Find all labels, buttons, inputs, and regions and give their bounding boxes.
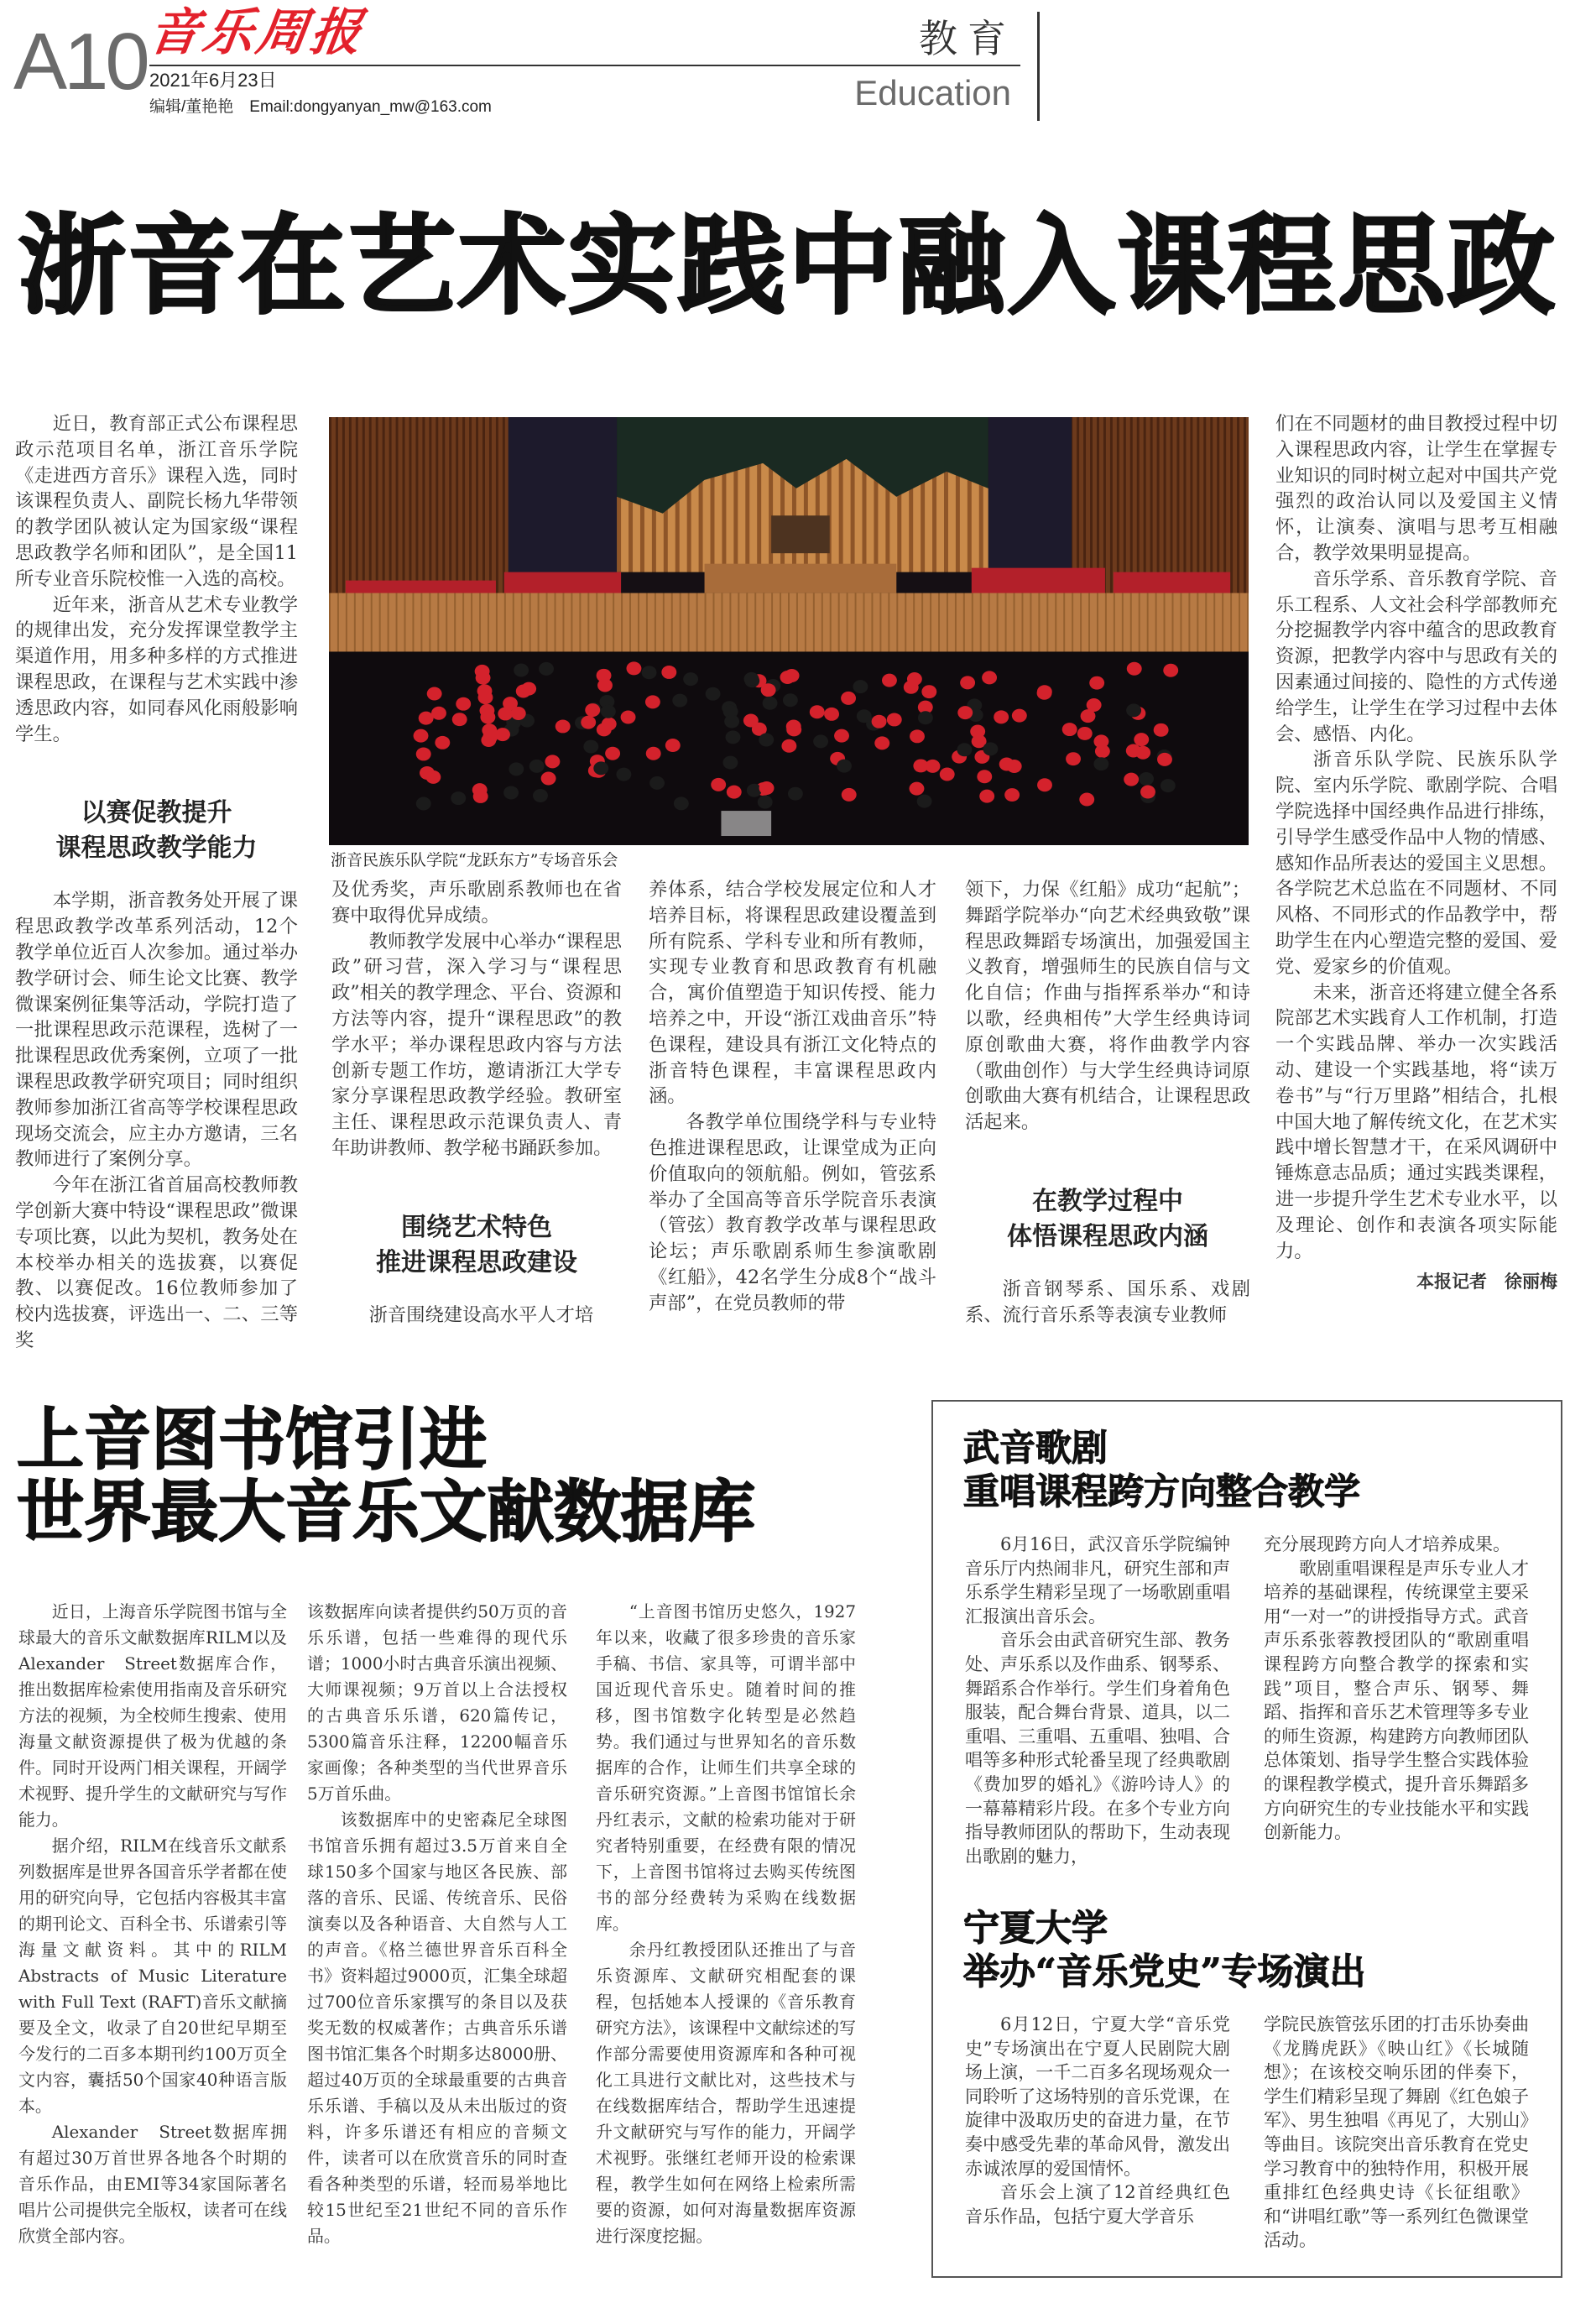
header-rule <box>149 65 1020 66</box>
musician <box>419 712 434 725</box>
musician <box>917 795 932 808</box>
paragraph: 领下，力保《红船》成功“起航”；舞蹈学院举办“向艺术经典致敬”课程思政舞蹈专场演出，加强爱国主义教育，增强师生的民族自信与文化自信；作曲与指挥系举办“和诗以歌，经典相传”大学生经典诗词原创歌曲大赛，将作曲教学内容（歌曲创作）与大学生经典诗词原创歌曲大赛有机结合，让课程思政活起来。 <box>965 879 1250 1134</box>
musician <box>583 740 598 754</box>
paragraph: 浙音围绕建设高水平人才培 <box>368 1303 594 1326</box>
musician <box>495 728 510 741</box>
musician <box>788 787 803 801</box>
musician <box>427 687 442 701</box>
musician <box>1139 772 1154 786</box>
musician <box>824 708 839 721</box>
editor-credit: 编辑/董艳艳 Email:dongyanyan_mw@163.com <box>149 98 492 116</box>
musician <box>529 760 545 773</box>
musician <box>521 682 536 696</box>
musician <box>585 703 600 717</box>
concert-photo <box>329 417 1249 845</box>
article1-column-5 <box>1275 411 1557 1295</box>
musician <box>642 666 657 679</box>
paragraph: 音乐会由武音研究生部、教务处、声乐系以及作曲系、钢琴系、舞蹈系合作举行。学生们身着角色服装，配合舞台背景、道具，以二重唱、三重唱、五重唱、独唱、合唱等多种形式轮番呈现了经典歌剧《费加罗的婚礼》《游吟诗人》的一幕幕精彩片段。在多个专业方向指导教师团队的帮助下，生动表现出歌剧的魅力， <box>965 1630 1230 1867</box>
musician <box>661 666 676 679</box>
paragraph: 教师教学发展中心举办“课程思政”研习营，深入学习与“课程思政”相关的教学理念、平台、资源和方法等内容，提升“课程思政”的教学水平；举办课程思政内容与方法创新专题工作坊，邀请浙江大学专家分享课程思政教学经验。教研室主任、课程思政示范课负责人、青年助讲教师、教学秘书踊跃参加。 <box>331 930 622 1159</box>
article4-column-1 <box>965 2013 1230 2228</box>
musician <box>783 693 798 707</box>
musician <box>605 747 620 760</box>
library-headline-line-1: 上音图书馆引进 <box>17 1400 487 1479</box>
musician <box>841 692 856 705</box>
ningxia-headline-line-1: 宁夏大学 <box>963 1908 1108 1950</box>
musician <box>727 786 742 799</box>
musician <box>1134 733 1149 746</box>
musician <box>722 756 738 770</box>
musician <box>646 747 661 760</box>
musician <box>781 739 796 753</box>
paragraph: 本学期，浙音教务处开展了课程思政教学改革系列活动，12个教学单位近百人次参加。通过举办教学研讨会、师生论文比赛、教学微课案例征集等活动，学院打造了一批课程思政示范课程，选树了一批课程思政优秀案例，立项了一批课程思政教学研究项目；同时组织教师参加浙江省高等学校课程思政现场交流会，应主办方邀请，三名教师进行了案例分享。 <box>15 890 298 1171</box>
musician <box>616 768 631 781</box>
musician <box>1126 703 1141 717</box>
paragraph: “上音图书馆历史悠久，1927年以来，收藏了很多珍贵的音乐家手稿、书信、家具等，可谓半部中国近现代音乐史。随着时间的推移，图书馆数字化转型是必然趋势。我们通过与世界知名的音乐数据库的合作，让师生们共享全球的音乐研究资源。”上音图书馆馆长余丹红表示，文献的检索功能对于研究者特别重要，在经费有限的情况下，上音图书馆将过去购买传统图书的部分经费转为采购在线数据库。 <box>596 1602 856 1934</box>
issue-date: 2021年6月23日 <box>149 70 277 91</box>
musician <box>743 714 759 728</box>
musician <box>1079 793 1094 807</box>
paragraph: 音乐学系、音乐教育学院、音乐工程系、人文社会科学部教师充分挖掘教学内容中蕴含的思政教育资源，把教学内容中与思政有关的因素通过间接的、隐性的方式传递给学生，让学生在学习过程中去体会、感悟、内化。 <box>1275 567 1557 745</box>
musician <box>724 715 739 729</box>
musician <box>683 672 698 686</box>
article2-column-3 <box>596 1599 856 2249</box>
musician <box>1093 757 1108 770</box>
article2-column-2 <box>307 1599 567 2249</box>
musician <box>451 791 466 805</box>
musician <box>982 671 997 684</box>
musician <box>711 778 726 791</box>
paragraph: 歌剧重唱课程是声乐专业人才培养的基础课程，传统课堂主要采用“一对一”的讲授指导方式。武音声乐系张蓉教授团队的“歌剧重唱课程跨方向整合教学的探索和实践”项目，整合声乐、钢琴、舞蹈、指挥和音乐艺术管理等多专业的师生资源，构建跨方向教师团队总体策划、指导学生整合实践体验的课程教学模式，提升音乐舞蹈多方向研究生的专业技能水平和实践创新能力。 <box>1264 1558 1529 1843</box>
subheading-line: 推进课程思政建设 <box>376 1247 577 1277</box>
paragraph: 余丹红教授团队还推出了与音乐资源库、文献研究相配套的课程，包括她本人授课的《音乐教育研究方法》，该课程中文献综述的写作部分需要使用资源库和各种可视化工具进行文献比对，这些技术与在线数据库结合，帮助学生迅速提升文献研究与写作的能力，开阔学术视野。张继红老师开设的检索课程，教学生如何在网络上检索所需要的资源，如何对海量数据库资源进行深度挖掘。 <box>596 1940 856 2246</box>
musician <box>1062 723 1077 736</box>
page-number: A10 <box>13 17 147 107</box>
musician <box>511 707 526 720</box>
paragraph: 6月16日，武汉音乐学院编钟音乐厅内热闹非凡，研究生部和声乐系学生精彩呈现了一场歌剧重唱汇报演出音乐会。 <box>965 1534 1230 1627</box>
musician <box>957 743 972 756</box>
library-headline-line-2: 世界最大音乐文献数据库 <box>17 1472 755 1551</box>
musician <box>597 679 613 692</box>
subheading-line: 以赛促教提升 <box>81 798 232 828</box>
subheading-line: 在教学过程中 <box>1032 1186 1183 1216</box>
musician <box>621 711 636 724</box>
musician <box>435 736 450 749</box>
musician <box>416 747 431 760</box>
musician <box>1012 709 1027 723</box>
section-title-cn: 教育 <box>919 16 1016 61</box>
musician <box>649 776 665 790</box>
paragraph: 浙音乐队学院、民族乐队学院、室内乐学院、歌剧学院、合唱学院选择中国经典作品进行排练，引导学生感受作品中人物的情感、感知作品所表达的爱国主义思想。各学院艺术总监在不同题材、不同风格、不同形式的作品教学中，帮助学生在内心塑造完整的爱国、爱党、爱家乡的价值观。 <box>1275 749 1557 978</box>
paragraph: 音乐会上演了12首经典红色音乐作品，包括宁夏大学音乐 <box>965 2182 1230 2227</box>
musician <box>837 760 852 773</box>
musician <box>539 662 554 676</box>
article3-column-1 <box>965 1533 1230 1868</box>
musician <box>910 729 925 743</box>
paragraph: 近日，上海音乐学院图书馆与全球最大的音乐文献数据库RILM以及Alexander Street数据库合作，推出数据库检索使用指南及音乐研究方法的视频，为全校师生搜索、使用海量文献资源提供了极为优越的条件。同时开设两门相关课程，开阔学术视野、提升学生的文献研究与写作能力。 <box>18 1602 287 1830</box>
article1-column-4 <box>965 877 1250 1329</box>
paragraph: 们在不同题材的曲目教授过程中切入课程思政内容，让学生在掌握专业知识的同时树立起对中国共产党强烈的政治认同以及爱国主义情怀，让演奏、演唱与思考互相融合，教学效果明显提高。 <box>1275 413 1557 564</box>
musician <box>452 713 467 726</box>
musician <box>1124 773 1139 786</box>
musician <box>456 697 471 711</box>
musician <box>979 790 994 803</box>
musician <box>473 790 488 803</box>
musician <box>872 715 887 729</box>
musician <box>913 759 928 772</box>
musician <box>904 681 919 694</box>
musician <box>763 697 778 710</box>
musician <box>910 782 925 796</box>
musician <box>416 797 431 811</box>
article3-column-2 <box>1264 1533 1529 1845</box>
musician <box>601 705 616 718</box>
musician <box>977 770 992 783</box>
paragraph: 及优秀奖，声乐歌剧系教师也在省赛中取得优异成绩。 <box>331 879 622 927</box>
article2-column-1 <box>18 1599 287 2249</box>
ningxia-headline-line-2: 举办“音乐党史”专场演出 <box>963 1951 1366 1993</box>
subheading-line: 体悟课程思政内涵 <box>1007 1221 1208 1251</box>
musician <box>431 707 446 720</box>
paragraph: 近年来，浙音从艺术专业教学的规律出发，充分发挥课堂教学主渠道作用，用多种多样的方式推进课程思政，在课程与艺术实践中渗透思政内容，如同春风化雨般影响学生。 <box>15 593 298 745</box>
musician <box>761 683 776 697</box>
musician <box>1081 709 1096 723</box>
article4-column-2 <box>1264 2013 1529 2253</box>
article1-column-2 <box>331 877 622 1329</box>
paragraph: 该数据库中的史密森尼全球图书馆音乐拥有超过3.5万首来自全球150多个国家与地区各民族、部落的音乐、民谣、传统音乐、民俗演奏以及各种语音、大自然与人工的声音。《格兰德世界音乐百科全书》资料超过9000页，汇集全球超过700位音乐家撰写的条目以及获奖无数的权威著作；古典音乐乐谱图书馆汇集各个时期多达8000册、超过40万页的全球最重要的古典音乐乐谱、手稿以及从未出版过的资料，许多乐谱还有相应的音频文件，读者可以在欣赏音乐的同时查看各种类型的乐谱，轻而易举地比较15世纪至21世纪不同的音乐作品。 <box>307 1810 567 2246</box>
musician <box>1140 786 1155 799</box>
paragraph: 今年在浙江省首届高校教师教学创新大赛中特设“课程思政”微课专项比赛，以此为契机，教务处在本校举办相关的选拔赛，以赛促教、以赛促改。16位教师参加了校内选拔赛，评选出一、二、三等奖 <box>15 1174 298 1351</box>
article1-column-1 <box>15 411 298 1354</box>
musician <box>1066 752 1081 765</box>
musician <box>810 705 825 718</box>
musician <box>957 706 973 719</box>
musician <box>882 674 897 687</box>
musician <box>758 796 773 809</box>
musician <box>1089 676 1104 690</box>
main-headline: 浙音在艺术实践中融入课程思政 <box>18 204 1558 329</box>
musician <box>921 685 936 698</box>
musician <box>672 694 687 708</box>
musician <box>514 664 529 677</box>
musician <box>509 762 524 776</box>
subheading <box>15 796 298 866</box>
musician <box>425 770 441 784</box>
musician <box>983 742 998 755</box>
musician <box>476 671 491 685</box>
musician <box>480 710 495 723</box>
musician <box>999 758 1015 771</box>
paragraph: 6月12日，宁夏大学“音乐党史”专场演出在宁夏人民剧院大剧场上演，一千二百多名现场观众一同聆听了这场特别的音乐党课，在旋律中汲取历史的奋进力量，在节奏中感受先辈的革命风骨，激发出赤诚浓厚的爱国情怀。 <box>965 2014 1230 2179</box>
musician <box>874 736 889 749</box>
musician <box>533 789 548 802</box>
musician <box>834 729 849 743</box>
subheading <box>331 1210 622 1281</box>
musician <box>1161 779 1176 792</box>
musician <box>1126 744 1141 758</box>
paragraph: 未来，浙音还将建立健全各系院部艺术实践育人工作机制，打造一个实践品牌、举办一次实践活动、建设一个实践基地，将“读万卷书”与“行万里路”相结合，扎根中国大地了解传统文化，在艺术实践中增长智慧才干，在采风调研中锤炼意志品质；通过实践类课程，进一步提升学生艺术专业水平，以及理论、创作和表演各项实际能力。 <box>1275 981 1557 1262</box>
musician <box>1004 788 1020 802</box>
musician <box>786 723 801 736</box>
photo-caption: 浙音民族乐队学院“龙跃东方”专场音乐会 <box>331 851 618 870</box>
subheading-line: 课程思政教学能力 <box>55 833 258 864</box>
musician <box>593 761 608 775</box>
section-title-en: Education <box>854 73 1011 112</box>
musician <box>645 695 660 708</box>
musician <box>706 687 721 701</box>
musician <box>759 733 774 746</box>
library-headline <box>17 1400 755 1551</box>
musician <box>1095 744 1110 758</box>
reporter-byline: 本报记者 徐丽梅 <box>1416 1272 1557 1293</box>
musician <box>674 796 689 810</box>
musician <box>857 709 872 723</box>
subheading-line: 围绕艺术特色 <box>401 1212 552 1242</box>
musician <box>780 671 795 684</box>
musician <box>759 781 775 795</box>
newspaper-logo: 音乐周报 <box>145 3 368 62</box>
musician <box>1154 723 1169 737</box>
musician <box>726 730 741 744</box>
musician <box>503 786 519 799</box>
musician <box>744 672 759 686</box>
paragraph: 据介绍，RILM在线音乐文献系列数据库是世界各国音乐学者都在使用的研究向导，它包括内容极其丰富的期刊论文、百科全书、乐谱索引等海量文献资料。其中的RILM Abstracts of Music Literature with Full Text (RAFT)音乐文献摘要及全文，收录了自20世纪早期至今发行的二百多本期刊约100万页全文内容，囊括50个国家40种语言版本。 <box>18 1836 287 2116</box>
musician <box>1157 753 1172 766</box>
musician <box>1037 778 1052 791</box>
paragraph: 学院民族管弦乐团的打击乐协奏曲《龙腾虎跃》《映山红》《长城随想》；在该校交响乐团的伴奏下，学生们精彩呈现了舞剧《红色娘子军》、男生独唱《再见了，大别山》等曲目。该院突出音乐教育在党史学习教育中的独特作用，积极开展重排红色经典史诗《长征组歌》和“讲唱红歌”等一系列红色微课堂活动。 <box>1264 2014 1529 2251</box>
paragraph: 各教学单位围绕学科与专业特色推进课程思政，让课堂成为正向价值取向的领航船。例如，管弦系举办了全国高等音乐学院音乐表演（管弦）教育教学改革与课程思政论坛；声乐歌剧系师生参演歌剧《红船》，42名学生分成8个“战斗声部”，在党员教师的带 <box>649 1111 936 1314</box>
musician <box>602 718 617 731</box>
musician <box>994 710 1009 723</box>
musician <box>414 729 429 743</box>
musician <box>918 711 933 724</box>
wuhan-headline-line-1: 武音歌剧 <box>963 1428 1108 1470</box>
musician <box>887 713 902 726</box>
paragraph: 该数据库向读者提供约50万页的音乐乐谱，包括一些难得的现代乐谱；1000小时古典音乐演出视频、大师课视频；9万首以上合法授权的古典音乐乐谱，620篇传记，5300篇音乐注释，12200幅音乐家画像；各种类型的当代世界音乐5万首乐曲。 <box>307 1602 567 1804</box>
musician <box>1163 664 1178 677</box>
musician <box>1127 662 1142 676</box>
subheading <box>965 1184 1250 1255</box>
ningxia-headline <box>963 1907 1365 1994</box>
article1-column-3 <box>649 877 936 1317</box>
wuhan-headline <box>963 1427 1360 1514</box>
paragraph: 养体系，结合学校发展定位和人才培养目标，将课程思政建设覆盖到所有院系、学科专业和所有教师，实现专业教育和思政教育有机融合，寓价值塑造于知识传授、能力培养之中，开设“浙江戏曲音乐”特色课程，建设具有浙江文化特点的浙音特色课程，丰富课程思政内涵。 <box>649 879 936 1108</box>
musician <box>482 730 498 744</box>
musician <box>747 784 762 797</box>
musician <box>478 691 493 704</box>
paragraph: Alexander Street数据库拥有超过30万首世界各地各个时期的音乐作品，由EMI等34家国际著名唱片公司提供完全版权，读者可在线欣赏全部内容。 <box>18 2123 287 2246</box>
musician <box>581 716 596 729</box>
musician <box>813 734 828 748</box>
musician <box>940 768 955 781</box>
musician <box>541 772 556 786</box>
musician <box>626 661 641 675</box>
paragraph: 浙音钢琴系、国乐系、戏剧系、流行音乐系等表演专业教师 <box>965 1277 1250 1326</box>
musician <box>1077 727 1093 740</box>
musician <box>853 680 868 693</box>
musician <box>555 719 571 733</box>
musician <box>545 755 560 768</box>
paragraph: 充分展现跨方向人才培养成果。 <box>1264 1534 1510 1554</box>
musician <box>960 676 975 689</box>
musician <box>665 739 681 752</box>
musician <box>842 788 857 802</box>
musician <box>1037 687 1052 700</box>
wuhan-headline-line-2: 重唱课程跨方向整合教学 <box>963 1471 1360 1513</box>
paragraph: 近日，教育部正式公布课程思政示范项目名单，浙江音乐学院《走进西方音乐》课程入选，同时该课程负责人、副院长杨九华带领的教学团队被认定为国家级“课程思政教学名师和团队”，是全国11所专业音乐院校惟一入选的高校。 <box>15 413 298 590</box>
header-divider <box>1037 12 1040 121</box>
